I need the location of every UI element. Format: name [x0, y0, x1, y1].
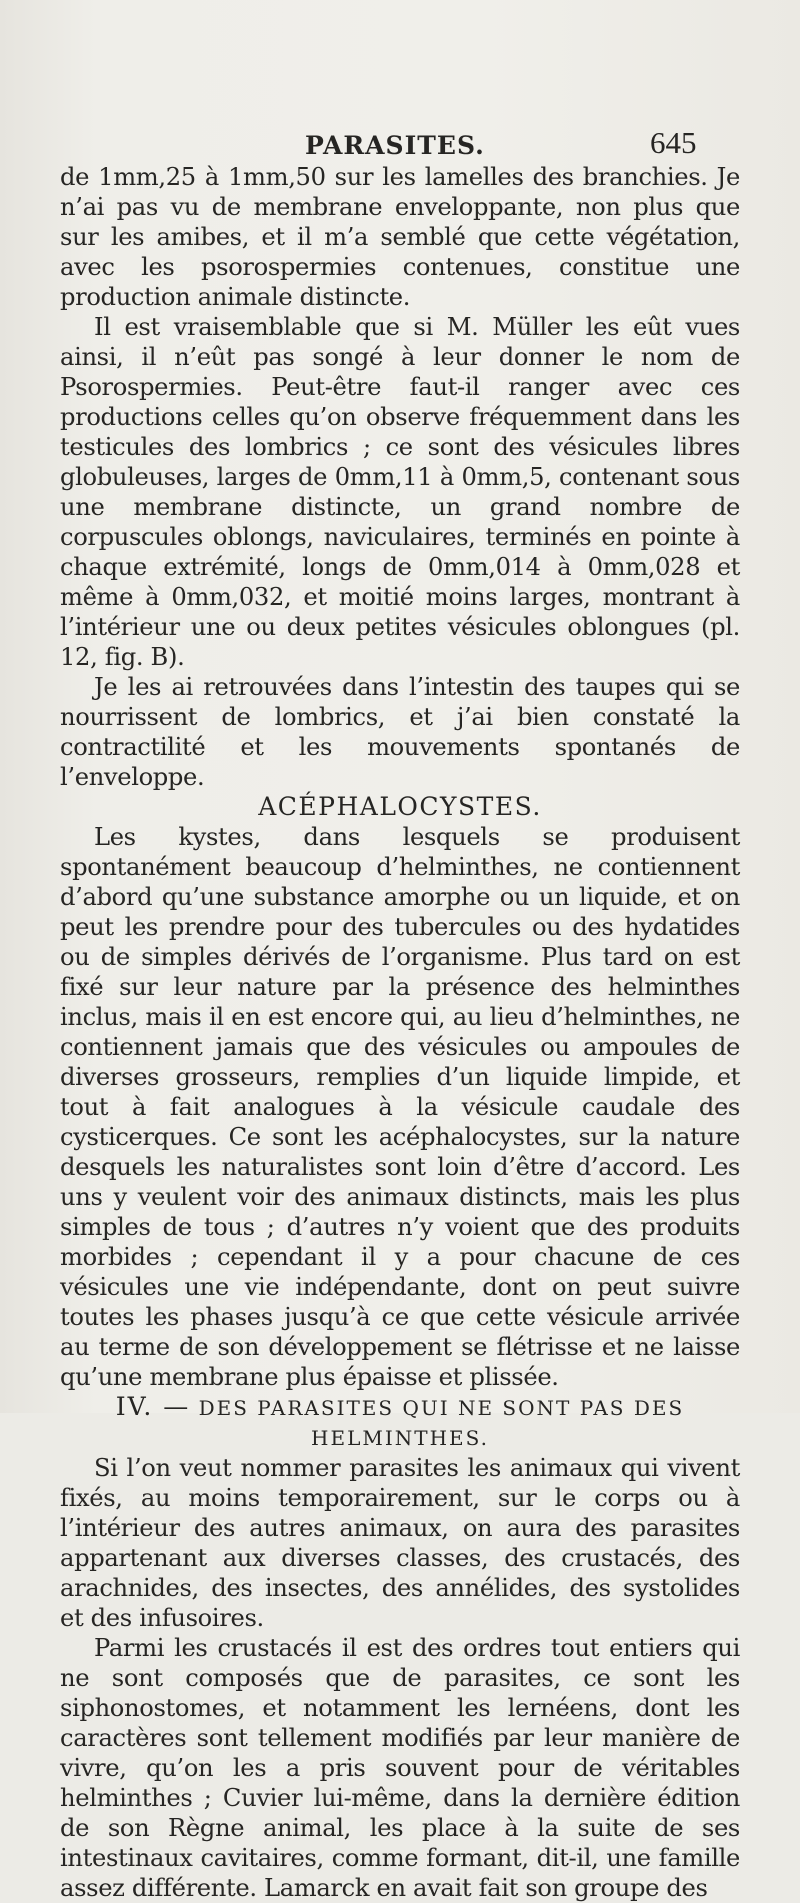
- section-heading-iv: [60, 1392, 740, 1453]
- running-head: PARASITES.: [305, 131, 485, 160]
- paragraph-2: Il est vraisemblable que si M. Müller les eût vues ainsi, il n’eût pas songé à leur donner le nom de Psorospermies. Peut-être faut-il ranger avec ces productions celles qu’on observe fréquemment dans les testicules des lombrics ; ce sont des vésicules libres globuleuses, larges de 0mm,11 à 0mm,5, contenant sous une membrane distincte, un grand nombre de corpuscules oblongs, naviculaires, terminés en pointe à chaque extrémité, longs de 0mm,014 à 0mm,028 et même à 0mm,032, et moitié moins larges, montrant à l’intérieur une ou deux petites vésicules oblongues (pl. 12, fig. B).: [60, 313, 740, 671]
- section-title-acephalocystes: ACÉPHALOCYSTES.: [258, 792, 542, 821]
- page-body: [60, 162, 740, 1903]
- paragraph-5: Si l’on veut nommer parasites les animaux qui vivent fixés, au moins temporairement, sur le corps ou à l’intérieur des autres animaux, on aura des parasites appartenant aux diverses classes, des crustacés, des arachnides, des insectes, des annélides, des systolides et des infusoires.: [60, 1454, 740, 1632]
- page-number: 645: [650, 125, 697, 160]
- paragraph-4: Les kystes, dans lesquels se produisent spontanément beaucoup d’helminthes, ne contiennent d’abord qu’une substance amorphe ou un liquide, et on peut les prendre pour des tubercules ou des hydatides ou de simples dérivés de l’organisme. Plus tard on est fixé sur leur nature par la présence des helminthes inclus, mais il en est encore qui, au lieu d’helminthes, ne contiennent jamais que des vésicules ou ampoules de diverses grosseurs, remplies d’un liquide limpide, et tout à fait analogues à la vésicule caudale des cysticerques. Ce sont les acéphalocystes, sur la nature desquels les naturalistes sont loin d’être d’accord. Les uns y veulent voir des animaux distincts, mais les plus simples de tous ; d’autres n’y voient que des produits morbides ; cependant il y a pour chacune de ces vésicules une vie indépendante, dont on peut suivre toutes les phases jusqu’à ce que cette vésicule arrivée au terme de son développement se flétrisse et ne laisse qu’une membrane plus épaisse et plissée.: [60, 823, 740, 1391]
- paragraph-3: Je les ai retrouvées dans l’intestin des taupes qui se nourrissent de lombrics, et j’ai bien constaté la contractilité et les mouvements spontanés de l’enveloppe.: [60, 673, 740, 791]
- paragraph-1: de 1mm,25 à 1mm,50 sur les lamelles des branchies. Je n’ai pas vu de membrane enveloppante, non plus que sur les amibes, et il m’a semblé que cette végétation, avec les psorospermies contenues, constitue une production animale distincte.: [60, 163, 740, 311]
- section-heading-number: IV. —: [115, 1392, 191, 1421]
- page-header: [0, 125, 800, 165]
- section-heading-text: DES PARASITES QUI NE SONT PAS DES HELMINTHES.: [198, 1396, 685, 1450]
- paragraph-6: Parmi les crustacés il est des ordres tout entiers qui ne sont composés que de parasites, ce sont les siphonostomes, et notamment les lernéens, dont les caractères sont tellement modifiés par leur manière de vivre, qu’on les a pris souvent pour de véritables helminthes ; Cuvier lui-même, dans la dernière édition de son Règne animal, les place à la suite de ses intestinaux cavitaires, comme formant, dit-il, une famille assez différente. Lamarck en avait fait son groupe des: [60, 1634, 740, 1902]
